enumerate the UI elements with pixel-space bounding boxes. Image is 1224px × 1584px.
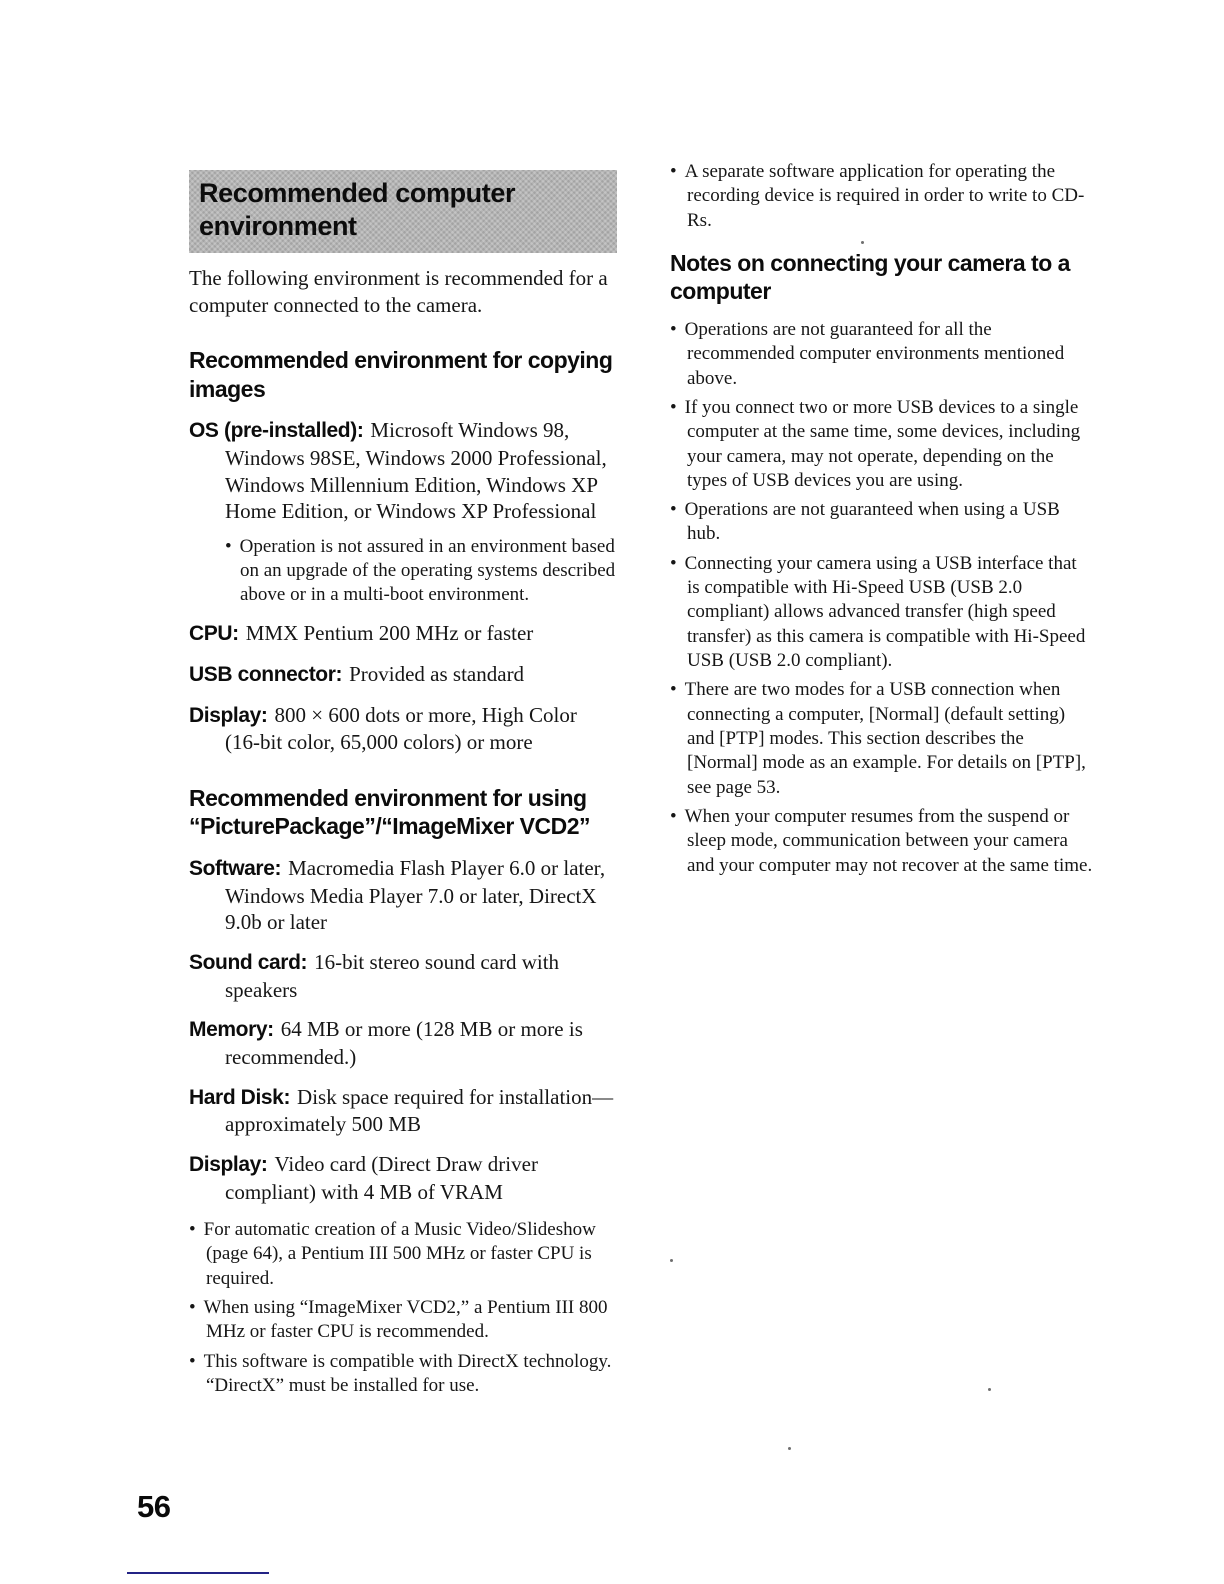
os-subnote: • Operation is not assured in an environment based on an upgrade of the operating systems described above or in a multi-boot environment. xyxy=(225,535,617,607)
note-directx: • This software is compatible with DirectX technology. “DirectX” must be installed for use. xyxy=(189,1350,617,1399)
note-music-video: • For automatic creation of a Music Video/Slideshow (page 64), a Pentium III 500 MHz or faster CPU is required. xyxy=(189,1218,617,1291)
spec-hard-disk xyxy=(189,1084,617,1138)
spec-usb-connector-text: Provided as standard xyxy=(349,661,525,686)
spec-sound-card xyxy=(189,949,617,1003)
spec-os-text: Microsoft Windows 98, Windows 98SE, Windows 2000 Professional, Windows Millennium Edition, Windows XP Home Edition, or Windows XP Professional xyxy=(225,418,607,524)
note-imagemixer-cpu: • When using “ImageMixer VCD2,” a Pentium III 800 MHz or faster CPU is recommended. xyxy=(189,1296,617,1345)
spec-hard-disk-label: Hard Disk: xyxy=(189,1085,291,1109)
spec-display-2-text: Video card (Direct Draw driver compliant) with 4 MB of VRAM xyxy=(225,1151,538,1204)
spec-memory-label: Memory: xyxy=(189,1018,274,1042)
note-usb-hub: • Operations are not guaranteed when using a USB hub. xyxy=(670,498,1094,547)
scan-speck-4 xyxy=(788,1447,791,1450)
note-hi-speed-usb: • Connecting your camera using a USB interface that is compatible with Hi-Speed USB (USB 2.0 compliant) allows advanced transfer (high speed transfer) as this camera is compatible with Hi-Speed USB (USB 2.0 compliant). xyxy=(670,552,1094,674)
spec-os xyxy=(189,417,617,525)
spec-display-2-label: Display: xyxy=(189,1152,268,1176)
spec-memory xyxy=(189,1016,617,1070)
page-number: 56 xyxy=(137,1489,171,1524)
note-operations-not-guaranteed: • Operations are not guaranteed for all the recommended computer environments mentioned above. xyxy=(670,318,1094,391)
scan-speck-1 xyxy=(861,241,864,244)
scan-speck-3 xyxy=(988,1388,991,1391)
spec-sound-card-text: 16-bit stereo sound card with speakers xyxy=(225,949,560,1002)
spec-usb-connector xyxy=(189,661,617,689)
spec-cpu xyxy=(189,620,617,648)
scan-speck-2 xyxy=(670,1259,673,1262)
heading-notes-connecting: Notes on connecting your camera to a computer xyxy=(670,249,1070,305)
note-cdr-software: • A separate software application for operating the recording device is required in order to write to CD-Rs. xyxy=(670,160,1094,233)
left-column xyxy=(189,170,617,1403)
spec-display-label: Display: xyxy=(189,703,268,727)
spec-software xyxy=(189,855,617,936)
spec-cpu-label: CPU: xyxy=(189,622,239,646)
heading-picturepackage: Recommended environment for using “PicturePackage”/“ImageMixer VCD2” xyxy=(189,784,591,840)
spec-display xyxy=(189,702,617,756)
spec-memory-text: 64 MB or more (128 MB or more is recommended.) xyxy=(225,1017,583,1069)
intro-paragraph: The following environment is recommended for a computer connected to the camera. xyxy=(189,265,608,317)
spec-os-label: OS (pre-installed): xyxy=(189,419,364,443)
right-column xyxy=(670,160,1094,883)
spec-display-text: 800 × 600 dots or more, High Color (16-bit color, 65,000 colors) or more xyxy=(225,702,577,755)
spec-software-text: Macromedia Flash Player 6.0 or later, Windows Media Player 7.0 or later, DirectX 9.0b or later xyxy=(225,855,606,935)
note-multiple-usb-devices: • If you connect two or more USB devices to a single computer at the same time, some devices, including your camera, may not operate, depending on the types of USB devices you are using. xyxy=(670,396,1094,493)
spec-hard-disk-text: Disk space required for installation—approximately 500 MB xyxy=(225,1084,614,1137)
note-suspend-mode: • When your computer resumes from the suspend or sleep mode, communication between your camera and your computer may not recover at the same time. xyxy=(670,805,1094,878)
spec-sound-card-label: Sound card: xyxy=(189,950,308,974)
spec-cpu-text: MMX Pentium 200 MHz or faster xyxy=(245,621,534,646)
footer-rule xyxy=(127,1572,269,1574)
spec-display-2 xyxy=(189,1151,617,1205)
note-usb-modes: • There are two modes for a USB connection when connecting a computer, [Normal] (default setting) and [PTP] modes. This section describes the [Normal] mode as an example. For details on [PTP], see page 53. xyxy=(670,678,1094,800)
section-banner-title: Recommended computer environment xyxy=(199,178,516,242)
section-banner xyxy=(189,170,617,253)
spec-usb-connector-label: USB connector: xyxy=(189,662,343,686)
spec-software-label: Software: xyxy=(189,856,282,880)
heading-copying-images: Recommended environment for copying images xyxy=(189,347,613,402)
